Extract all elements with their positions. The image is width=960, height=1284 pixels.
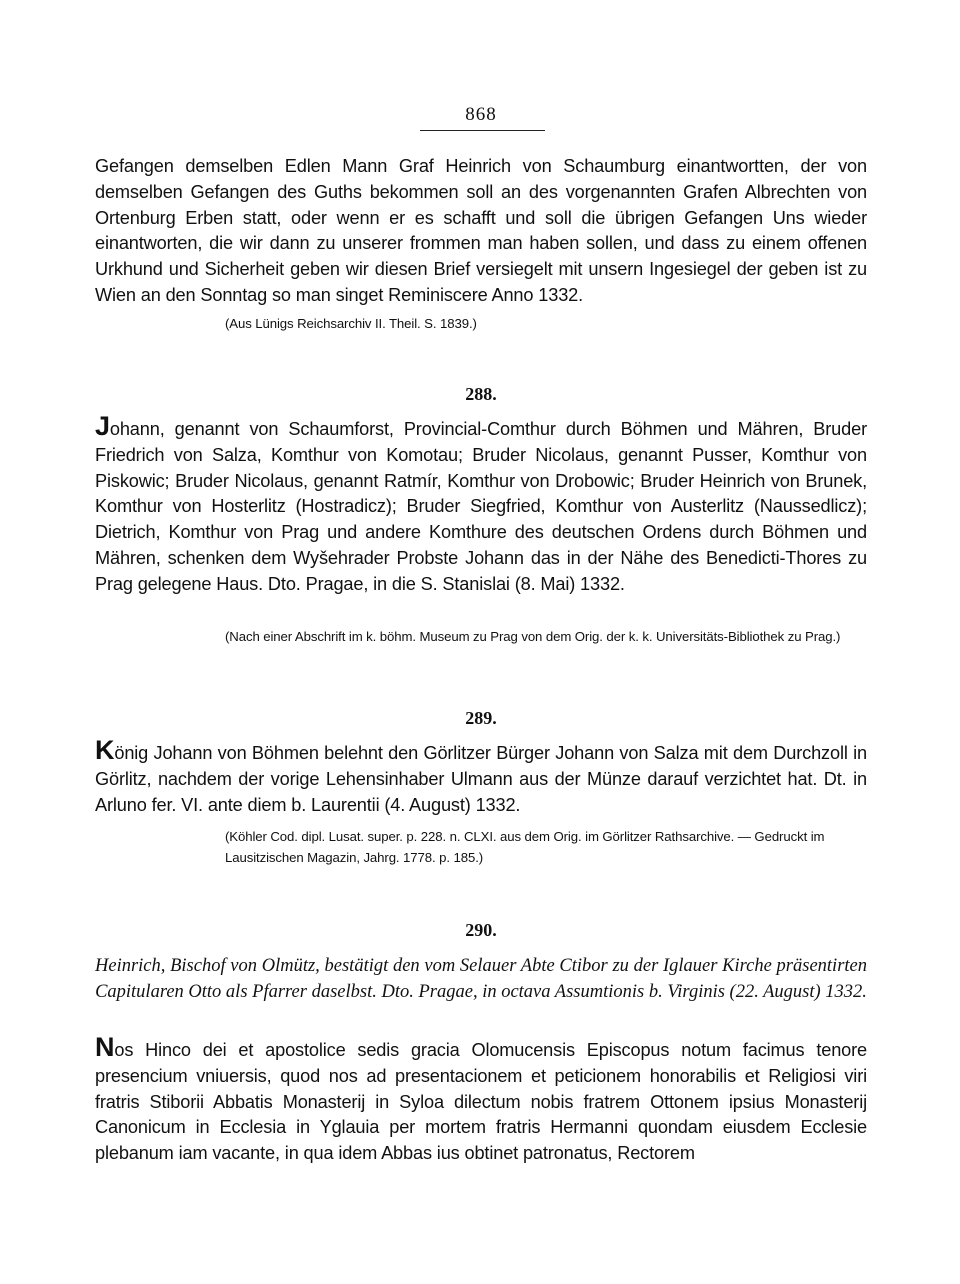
document-289-text	[95, 735, 867, 818]
document-288-body: ohann, genannt von Schaumforst, Provincial-Comthur durch Böhmen und Mähren, Bruder Friedrich von Salza, Komthur von Komotau; Bruder Nicolaus, genannt Pusser, Komthur von Piskowic; Bruder Nicolaus, genannt Ratmír, Komthur von Drobowic; Bruder Heinrich von Brunek, Komthur von Hosterlitz (Hostradicz); Bruder Siegfried, Komthur von Austerlitz (Naussedlicz); Dietrich, Komthur von Prag und andere Komthure des deutschen Ordens durch Böhmen und Mähren, schenken dem Wyšehrader Probste Johann das in der Nähe des Benedicti-Thores zu Prag gelegene Haus. Dto. Pragae, in die S. Stanislai (8. Mai) 1332.	[95, 419, 867, 594]
document-number-288: 288.	[465, 384, 497, 404]
document-number-290: 290.	[465, 920, 497, 940]
document-288-source: (Nach einer Abschrift im k. böhm. Museum zu Prag von dem Orig. der k. k. Universitäts-Bibliothek zu Prag.)	[225, 629, 841, 644]
header-rule	[420, 130, 545, 131]
document-number-289: 289.	[465, 708, 497, 728]
drop-cap-initial: K	[95, 735, 115, 765]
continuation-source: (Aus Lünigs Reichsarchiv II. Theil. S. 1839.)	[225, 316, 477, 331]
document-page	[95, 0, 867, 1284]
document-290-body: os Hinco dei et apostolice sedis gracia Olomucensis Episcopus notum facimus tenore presencium vniuersis, quod nos ad presentacionem et peticionem honorabilis et Religiosi viri fratris Stiborii Abbatis Monasterij in Syloa dilectum nobis fratrem Ottonem ipsius Monasterij Canonicum in Ecclesia in Yglauia per mortem fratris Hermanni quondam eiusdem Ecclesie plebanum iam vacante, in qua idem Abbas ius obtinet patronatus, Rectorem	[95, 1040, 867, 1164]
drop-cap-initial: N	[95, 1032, 115, 1062]
document-290-regest: Heinrich, Bischof von Olmütz, bestätigt den vom Selauer Abte Ctibor zu der Iglauer Kirche präsentirten Capitularen Otto als Pfarrer daselbst. Dto. Pragae, in octava Assumtionis b. Virginis (22. August) 1332.	[95, 956, 867, 1002]
drop-cap-initial: J	[95, 411, 110, 441]
page-number: 868	[465, 104, 497, 125]
document-288-text	[95, 411, 867, 598]
document-289-source: (Köhler Cod. dipl. Lusat. super. p. 228. n. CLXI. aus dem Orig. im Görlitzer Rathsarchive. — Gedruckt im Lausitzischen Magazin, Jahrg. 1778. p. 185.)	[225, 829, 825, 865]
document-289-body: önig Johann von Böhmen belehnt den Görlitzer Bürger Johann von Salza mit dem Durchzoll in Görlitz, nachdem der vorige Lehensinhaber Ulmann aus der Münze darauf verzichtet hat. Dt. in Arluno fer. VI. ante diem b. Laurentii (4. August) 1332.	[95, 743, 867, 815]
document-290-text	[95, 1032, 867, 1167]
continuation-paragraph: Gefangen demselben Edlen Mann Graf Heinrich von Schaumburg einantwortten, der von demselben Gefangen des Guths bekommen soll an des vorgenannten Grafen Albrechten von Ortenburg Erben statt, oder wenn er es schafft und soll die übrigen Gefangen Uns wieder einantworten, die wir dann zu unserer frommen man haben sollen, und dass zu einem offenen Urkhund und Sicherheit geben wir diesen Brief versiegelt mit unsern Ingesiegel der geben ist zu Wien an den Sonntag so man singet Reminiscere Anno 1332.	[95, 156, 867, 305]
